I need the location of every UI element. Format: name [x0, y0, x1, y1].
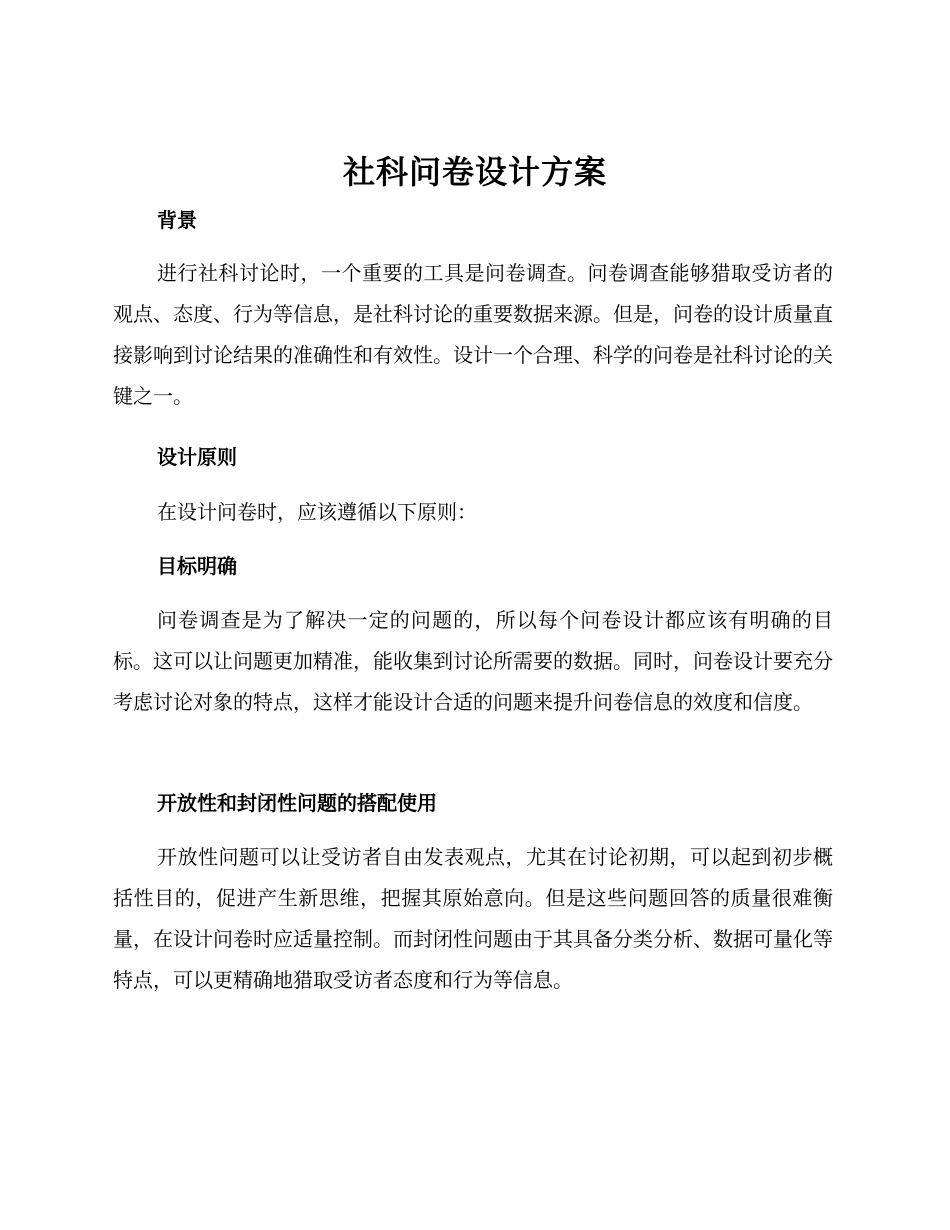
section-heading-goal: 目标明确: [157, 554, 237, 578]
paragraph-goal: 问卷调查是为了解决一定的问题的，所以每个问卷设计都应该有明确的目标。这可以让问题更加精准，能收集到讨论所需要的数据。同时，问卷设计要充分考虑讨论对象的特点，这样才能设计合适的问题来提升问卷信息的效度和信度。: [113, 608, 833, 714]
paragraph-question-mix: 开放性问题可以让受访者自由发表观点，尤其在讨论初期，可以起到初步概括性目的，促进产生新思维，把握其原始意向。但是这些问题回答的质量很难衡量，在设计问卷时应适量控制。而封闭性问题由于其具备分类分析、数据可量化等特点，可以更精确地猎取受访者态度和行为等信息。: [113, 845, 833, 992]
section-heading-question-mix: 开放性和封闭性问题的搭配使用: [157, 791, 437, 815]
section-heading-background: 背景: [157, 208, 197, 232]
document-title: 社科问卷设计方案: [342, 153, 607, 191]
paragraph-principles-intro: 在设计问卷时，应该遵循以下原则：: [157, 500, 477, 524]
paragraph-background: 进行社科讨论时，一个重要的工具是问卷调查。问卷调查能够猎取受访者的观点、态度、行为等信息，是社科讨论的重要数据来源。但是，问卷的设计质量直接影响到讨论结果的准确性和有效性。设计一个合理、科学的问卷是社科讨论的关键之一。: [113, 261, 833, 408]
section-heading-principles: 设计原则: [157, 445, 237, 469]
